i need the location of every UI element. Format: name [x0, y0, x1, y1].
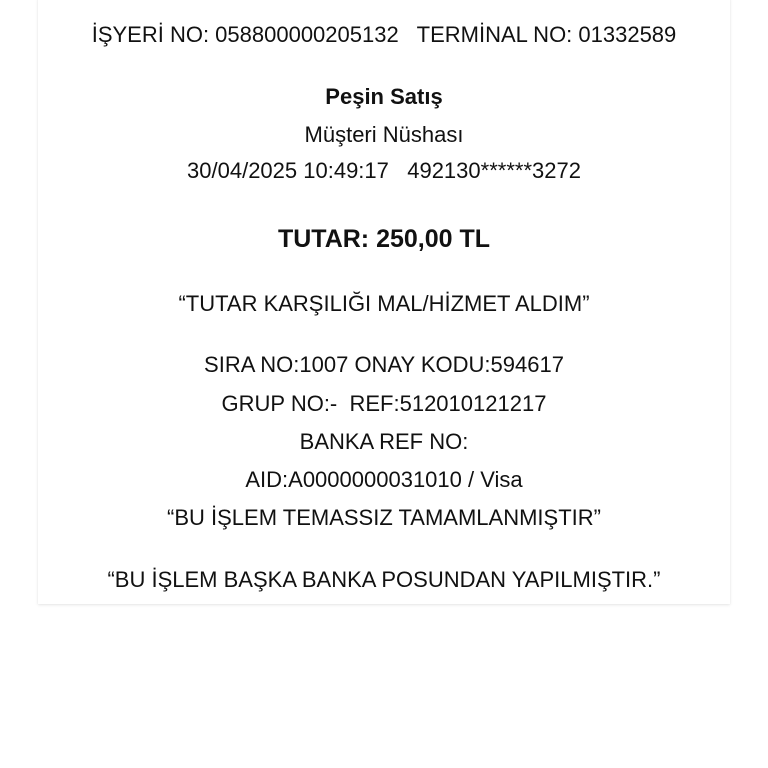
contactless-note: “BU İŞLEM TEMASSIZ TAMAMLANMIŞTIR”: [167, 505, 601, 530]
date-time-card-number: 30/04/2025 10:49:17 492130******3272: [187, 158, 581, 183]
amount-total: TUTAR: 250,00 TL: [277, 225, 491, 253]
sequence-approval-code: SIRA NO:1007 ONAY KODU:594617: [204, 352, 564, 377]
acknowledgement-text: “TUTAR KARŞILIĞI MAL/HİZMET ALDIM”: [178, 291, 590, 316]
application-id: AID:A0000000031010 / Visa: [245, 467, 523, 492]
bank-reference: BANKA REF NO:: [299, 429, 469, 454]
transaction-type: Peşin Satış: [325, 84, 443, 109]
merchant-terminal-line: İŞYERİ NO: 058800000205132 TERMİNAL NO: 01332589: [91, 22, 677, 47]
group-reference: GRUP NO:- REF:512010121217: [221, 391, 547, 416]
other-bank-pos-note: “BU İŞLEM BAŞKA BANKA POSUNDAN YAPILMIŞTIR.”: [107, 567, 661, 592]
receipt-paper: [38, 0, 730, 604]
copy-label: Müşteri Nüshası: [304, 122, 464, 147]
